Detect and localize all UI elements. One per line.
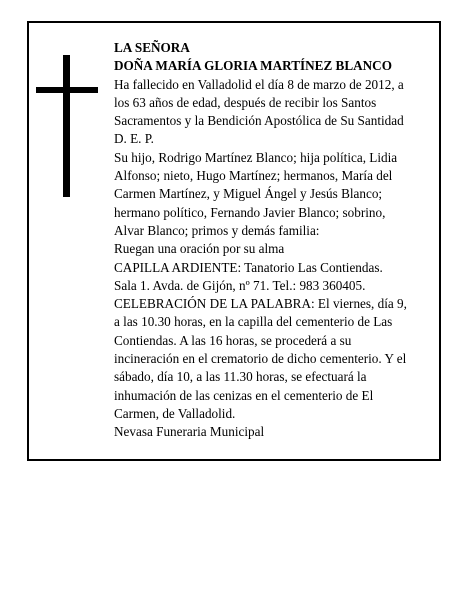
rip-line: D. E. P. [114,131,154,147]
chapel-line: CAPILLA ARDIENTE: Tanatorio Las Contiendas. [114,259,383,275]
deceased-name: DOÑA MARÍA GLORIA MARTÍNEZ BLANCO [114,58,392,74]
chapel-address-line: Sala 1. Avda. de Gijón, nº 71. Tel.: 983 360405. [114,277,366,293]
death-announcement-line: Sacramentos y la Bendición Apostólica de Su Santidad [114,113,404,129]
ceremony-line: CELEBRACIÓN DE LA PALABRA: El viernes, día 9, [114,296,407,312]
cross-horizontal-bar [36,87,98,93]
death-announcement-line: Ha fallecido en Valladolid el día 8 de marzo de 2012, a [114,76,404,92]
cross-vertical-bar [63,55,70,197]
family-line: hermano político, Fernando Javier Blanco; sobrino, [114,204,386,220]
family-line: Alfonso; nieto, Hugo Martínez; hermanos, María del [114,168,393,184]
obituary-text [114,39,436,442]
ceremony-line: Carmen, de Valladolid. [114,405,236,421]
ceremony-line: inhumación de las cenizas en el cementerio de El [114,387,374,403]
funeral-home-line: Nevasa Funeraria Municipal [114,424,265,440]
cross-icon [36,55,98,197]
ceremony-line: Contiendas. A las 16 horas, se procederá a su [114,332,352,348]
death-announcement-line: los 63 años de edad, después de recibir los Santos [114,94,377,110]
ceremony-line: sábado, día 10, a las 11.30 horas, se efectuará la [114,369,367,385]
ceremony-line: incineración en el crematorio de dicho cementerio. Y el [114,351,407,367]
family-line: Su hijo, Rodrigo Martínez Blanco; hija política, Lidia [114,149,398,165]
deceased-honorific: LA SEÑORA [114,40,190,55]
prayer-request-line: Ruegan una oración por su alma [114,241,285,257]
ceremony-line: a las 10.30 horas, en la capilla del cementerio de Las [114,314,393,330]
family-line: Alvar Blanco; primos y demás familia: [114,222,320,238]
family-line: Carmen Martínez, y Miguel Ángel y Jesús Blanco; [114,186,383,202]
